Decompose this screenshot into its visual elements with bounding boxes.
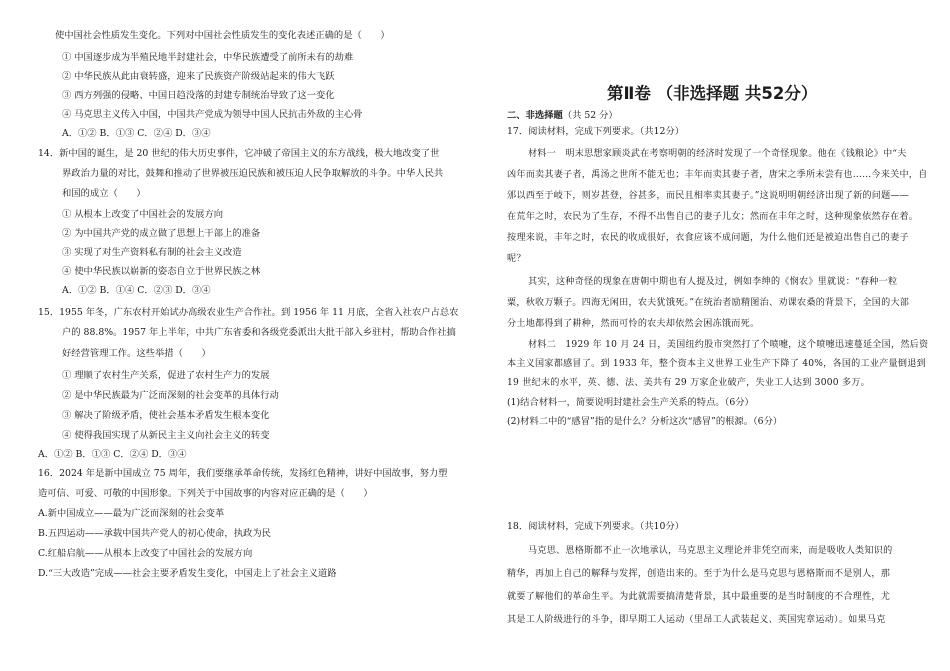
q17-material2-line-3: 19 世纪末的水平，英、德、法、美共有 29 万家企业破产，失业工人达到 3000 多万。 (507, 378, 870, 388)
q13-option-4: ④ 马克思主义传入中国，中国共产党成为领导中国人民抗击外敌的主心骨 (62, 109, 363, 120)
q13-option-2: ② 中华民族从此由衰转盛，迎来了民族资产阶级站起来的伟大飞跃 (62, 71, 335, 82)
q15-option-3: ③ 解决了阶级矛盾，使社会基本矛盾发生根本变化 (62, 410, 270, 421)
section-heading (507, 110, 618, 122)
q16-option-b: B.五四运动——承载中国共产党人的初心使命，执政为民 (38, 528, 271, 539)
q17-material1-line-2: 凶年而卖其妻子者，禹汤之世所不能无也；丰年而卖其妻子者，唐宋之季所未尝有也……今来关中，自 (507, 170, 928, 180)
q13-choices: A．①② B．①③ C．②④ D．③④ (62, 128, 211, 139)
q13-option-1: ① 中国逐步成为半殖民地半封建社会，中华民族遭受了前所未有的劫难 (62, 52, 354, 63)
q18-line-4: 其是工人阶级进行的斗争，即早期工人运动（里昂工人武装起义、英国宪章运动）。如果马克 (507, 615, 886, 625)
q15-stem-line-2: 户的 88.8%。1957 年上半年，中共广东省委和各级党委派出大批干部入乡驻村，帮助合作社搞 (62, 327, 456, 338)
q14-stem-line-1: 14．新中国的诞生，是 20 世纪的伟大历史事件，它冲破了帝国主义的东方战线，极大地改变了世 (38, 148, 440, 159)
q15-option-2: ② 是中华民族最为广泛而深刻的社会变革的具体行动 (62, 390, 279, 401)
q13-option-3: ③ 西方列强的侵略、中国日趋没落的封建专制统治导致了这一变化 (62, 90, 335, 101)
section-label: 二、非选择题 (507, 110, 563, 121)
q14-stem-line-3: 和国的成立（ ） (62, 188, 146, 199)
q17-material1-line-7: 其实，这种奇怪的现象在唐朝中期也有人提及过，例如李绅的《悯农》里就说：“春种一粒 (528, 277, 898, 287)
q17-material1-line-8: 粟，秋收万颗子。四海无闲田，农夫犹饿死。”在统治者励精图治、劝课农桑的背景下，全国的大部 (507, 298, 910, 308)
q14-choices: A．①② B．①④ C．②③ D．③④ (62, 285, 211, 296)
q17-material1-line-3: 邠以西至于岐下，则岁甚登，谷甚多，而民且相率卖其妻子。”这说明明朝经济出现了新的问题—— (507, 191, 910, 201)
q17-header: 17．阅读材料，完成下列要求。（共12分） (507, 126, 685, 137)
section-score: （共 52 分） (562, 110, 618, 121)
q17-material1-line-4: 在荒年之时，农民为了生存，不得不出售自己的妻子儿女；然而在丰年之时，这种现象依然存在着。 (507, 212, 919, 222)
q16-option-d: D.“三大改造”完成——社会主要矛盾发生变化，中国走上了社会主义道路 (38, 568, 337, 579)
q15-stem-line-3: 好经营管理工作。这些举措（ ） (62, 348, 211, 359)
q18-line-2: 精华，再加上自己的解释与发挥，创造出来的。至于为什么是马克思与恩格斯而不是别人，那 (507, 569, 891, 579)
q18-header: 18．阅读材料，完成下列要求。（共10分） (507, 521, 685, 532)
q17-material1-line-9: 分土地都得到了耕种，然而可怜的农夫却依然会困冻饿而死。 (507, 319, 760, 329)
q16-stem-line-2: 造可信、可爱、可敬的中国形象。下列关于中国故事的内容对应正确的是（ ） (38, 488, 373, 499)
q14-option-3: ③ 实现了对生产资料私有制的社会主义改造 (62, 247, 242, 258)
q17-task-1: (1)结合材料一，简要说明封建社会生产关系的特点。（6分） (507, 397, 754, 408)
q14-option-4: ④ 使中华民族以崭新的姿态自立于世界民族之林 (62, 266, 261, 277)
q17-material2-line-1: 材料二 1929 年 10 月 24 日，美国纽约股市突然打了个喷嚏，这个喷嚏迅速蔓延全国，然后资 (528, 340, 929, 350)
q15-option-4: ④ 使得我国实现了从新民主主义向社会主义的转变 (62, 430, 270, 441)
part-ii-title: 第Ⅱ卷 （非选择题 共52分） (607, 84, 818, 103)
q18-line-3: 就要了解他们的革命生平。为此就需要搞清楚背景，其中最重要的是当时制度的不合理性，尤 (507, 592, 891, 602)
q17-material1-line-5: 按理来说，丰年之时，农民的收成很好，衣食应该不成问题，为什么他们还是被迫出售自己的妻子 (507, 233, 909, 243)
q15-choices: A．①② B．①③ C．②④ D．③④ (38, 449, 187, 460)
q14-option-2: ② 为中国共产党的成立做了思想上干部上的准备 (62, 228, 261, 239)
q17-task-2: (2)材料二中的“感冒”指的是什么？分析这次“感冒”的根源。（6分） (507, 416, 783, 427)
q15-option-1: ① 理顺了农村生产关系，促进了农村生产力的发展 (62, 370, 270, 381)
q18-line-1: 马克思、恩格斯都不止一次地承认，马克思主义理论并非凭空而来，而是吸收人类知识的 (528, 546, 893, 556)
q13-stem-tail: 使中国社会性质发生变化。下列对中国社会性质发生的变化表述正确的是（ ） (55, 30, 390, 41)
q16-stem-line-1: 16．2024 年是新中国成立 75 周年，我们要继承革命传统，发扬红色精神，讲好中国故事，努力塑 (38, 468, 448, 479)
q16-option-a: A.新中国成立——最为广泛而深刻的社会变革 (38, 508, 225, 519)
q17-material1-line-6: 呢？ (507, 254, 526, 264)
q16-option-c: C.红船启航——从根本上改变了中国社会的发展方向 (38, 548, 253, 559)
q15-stem-line-1: 15．1955 年冬，广东农村开始试办高级农业生产合作社。到 1956 年 11 月底，全省入社农户占总农 (38, 307, 459, 318)
q17-material1-line-1: 材料一 明末思想家顾炎武在考察明朝的经济时发现了一个奇怪现象。他在《钱粮论》中“夫 (528, 149, 907, 159)
q17-material2-line-2: 本主义国家都感冒了。到 1933 年，整个资本主义世界工业生产下降了 40%，各国的工业产量倒退到 (507, 359, 926, 369)
q14-stem-line-2: 界政治力量的对比，鼓舞和推动了世界被压迫民族和被压迫人民争取解放的斗争。中华人民共 (62, 168, 444, 179)
q14-option-1: ① 从根本上改变了中国社会的发展方向 (62, 209, 224, 220)
